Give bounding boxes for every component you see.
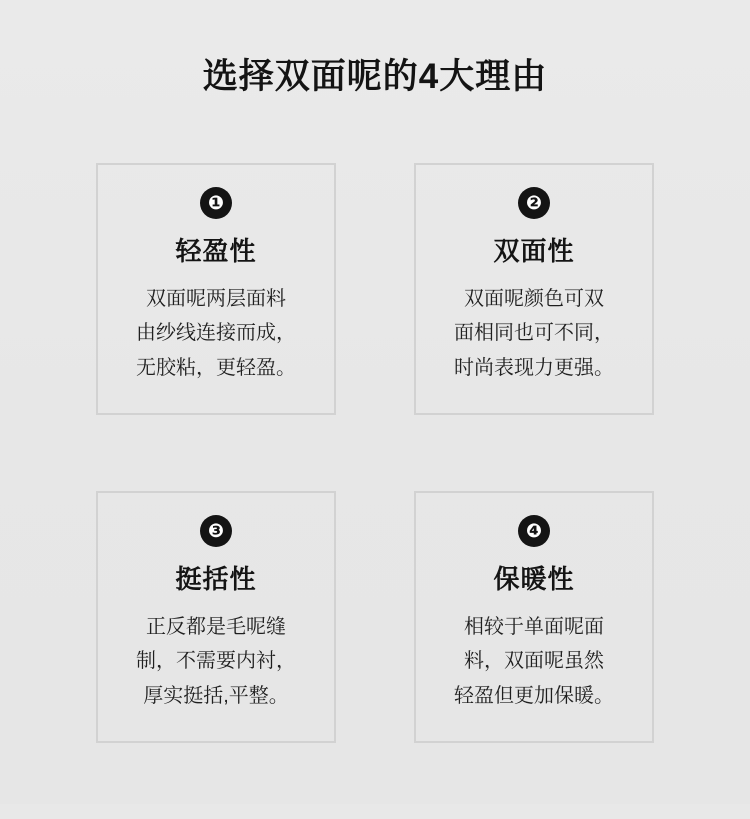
feature-title-2: 双面性: [493, 236, 575, 266]
feature-body-4-line-2: 料，双面呢虽然: [464, 650, 604, 673]
feature-body-3-line-2: 制，不需要内衬，: [136, 650, 296, 673]
number-badge-4: ❹: [518, 515, 550, 547]
feature-card-4: [414, 491, 654, 743]
feature-card-1: [96, 163, 336, 415]
feature-body-3: [122, 610, 310, 713]
feature-title-1: 轻盈性: [175, 236, 257, 266]
feature-body-1-line-2: 由纱线连接而成，: [136, 322, 296, 345]
number-badge-3: ❸: [200, 515, 232, 547]
feature-body-1-line-1: 双面呢两层面料: [146, 288, 286, 310]
feature-body-2-line-3: 时尚表现力更强。: [454, 356, 614, 379]
page-title: 选择双面呢的4大理由: [202, 57, 548, 96]
feature-body-2-line-1: 双面呢颜色可双: [464, 288, 604, 310]
feature-title-4: 保暖性: [493, 564, 575, 594]
feature-body-2-line-2: 面相同也可不同，: [454, 322, 614, 345]
feature-body-4-line-1: 相较于单面呢面: [464, 616, 604, 638]
feature-card-grid: [0, 163, 750, 819]
number-badge-1: ❶: [200, 187, 232, 219]
feature-card-2: [414, 163, 654, 415]
feature-body-2: [440, 282, 628, 385]
feature-title-3: 挺括性: [175, 564, 257, 594]
feature-body-3-line-1: 正反都是毛呢缝: [146, 616, 286, 638]
feature-body-4-line-3: 轻盈但更加保暖。: [454, 684, 614, 707]
feature-body-3-line-3: 厚实挺括,平整。: [143, 684, 289, 707]
number-badge-2: ❷: [518, 187, 550, 219]
feature-body-4: [440, 610, 628, 713]
feature-card-3: [96, 491, 336, 743]
feature-body-1: [122, 282, 310, 385]
feature-body-1-line-3: 无胶粘，更轻盈。: [136, 356, 296, 379]
